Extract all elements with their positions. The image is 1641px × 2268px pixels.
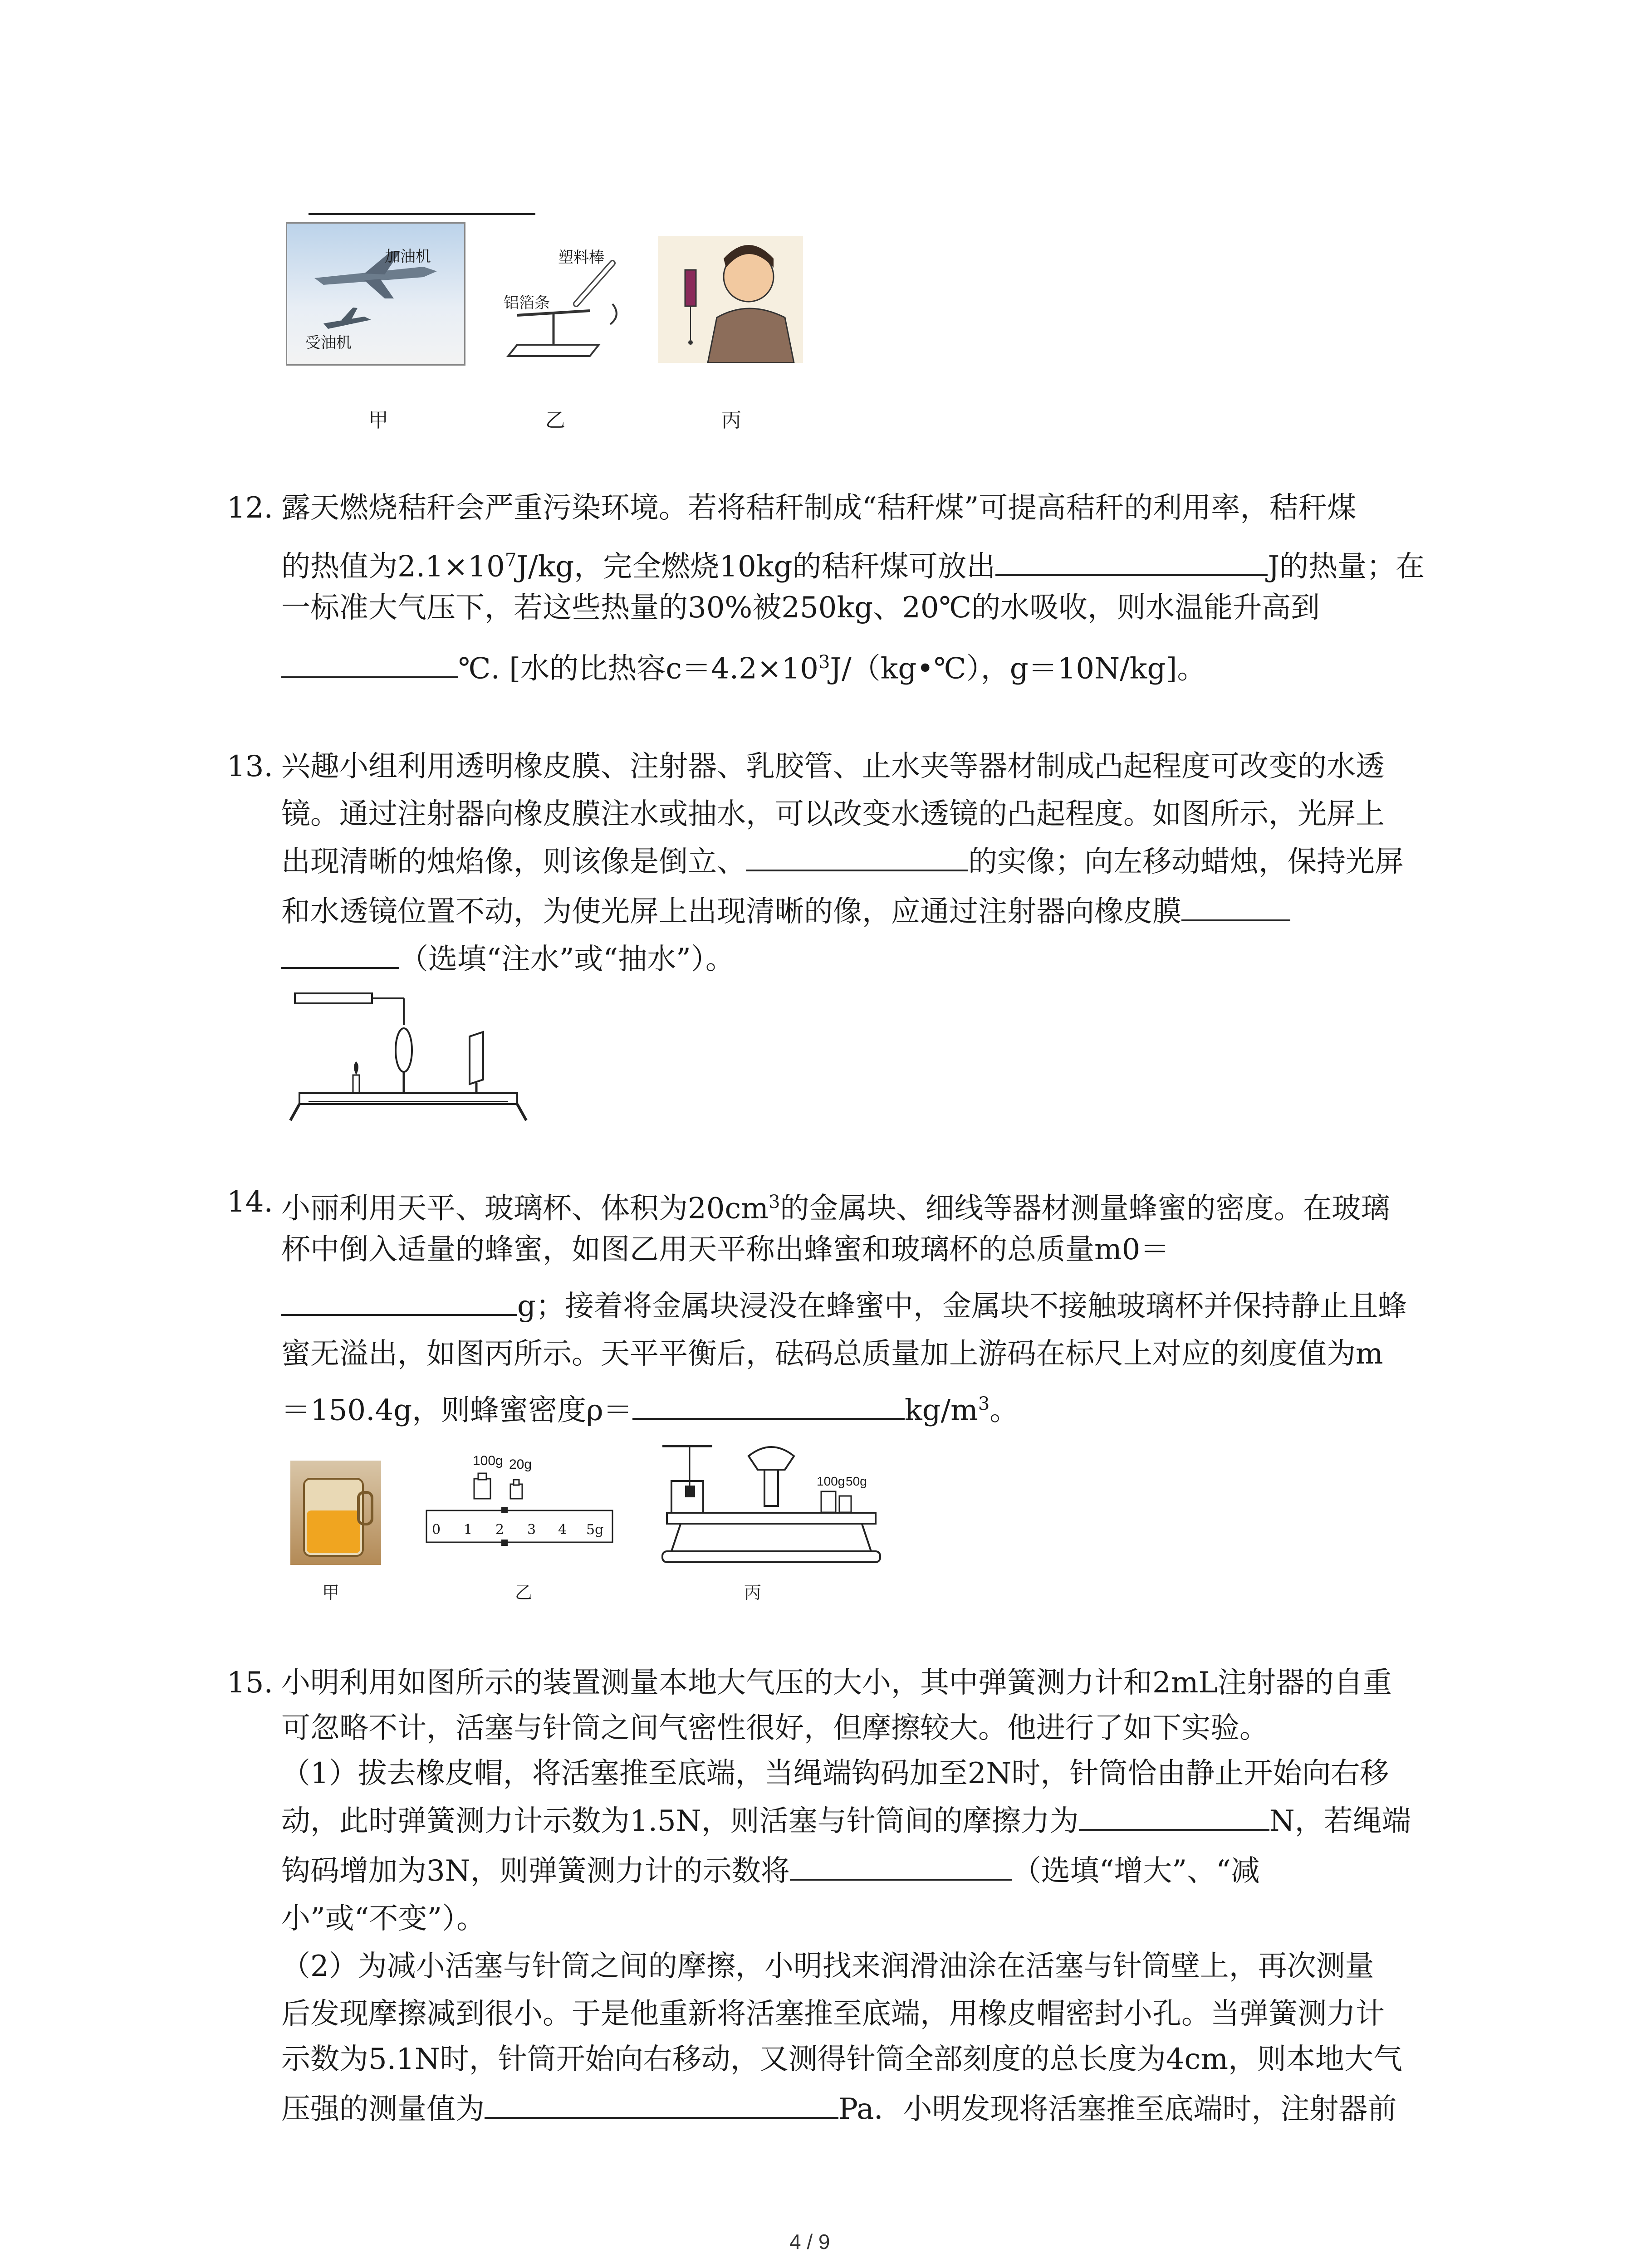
- figure3-caption-a: 甲: [322, 1584, 340, 1603]
- q14-text: 的金属块、细线等器材测量蜂蜜的密度。在玻璃: [780, 1192, 1390, 1226]
- answer-blank[interactable]: [790, 1852, 1012, 1881]
- question-number: 12.: [227, 491, 273, 525]
- q12-text: ℃. [水的比热容c＝4.2×10: [458, 652, 818, 686]
- foil-strip-label: 铝箔条: [504, 294, 550, 312]
- figure-honey-jar: [290, 1461, 381, 1565]
- q14-text: 小丽利用天平、玻璃杯、体积为20cm: [281, 1192, 769, 1226]
- answer-blank[interactable]: [281, 940, 399, 969]
- exponent: 7: [505, 550, 517, 571]
- figure3-caption-b: 乙: [515, 1584, 533, 1603]
- answer-blank[interactable]: [995, 547, 1268, 576]
- q15-line-8: 后发现摩擦减到很小。于是他重新将活塞推至底端，用橡皮帽密封小孔。当弹簧测力计: [281, 1997, 1385, 2031]
- q15-line-4: [281, 1799, 1411, 1844]
- q14-line-2: 杯中倒入适量的蜂蜜，如图乙用天平称出蜂蜜和玻璃杯的总质量m0＝: [281, 1233, 1170, 1266]
- q12-text: 的热值为2.1×10: [281, 550, 505, 584]
- q15-text: N，若绳端: [1269, 1804, 1411, 1838]
- weight-label-50g: 50g: [846, 1474, 867, 1488]
- balance-illustration: [653, 1438, 889, 1569]
- jar-illustration: [290, 1461, 381, 1565]
- q15-line-1: 小明利用如图所示的装置测量本地大气压的大小，其中弹簧测力计和2mL注射器的自重: [281, 1666, 1392, 1700]
- q15-line-3: （1）拔去橡皮帽，将活塞推至底端，当绳端钩码加至2N时，针筒恰由静止开始向右移: [281, 1757, 1389, 1790]
- scale-tick-0: 0: [432, 1522, 441, 1538]
- weight-label-100g: 100g: [473, 1453, 503, 1468]
- plastic-rod-label: 塑料棒: [558, 249, 604, 266]
- q13-line-1: 兴趣小组利用透明橡皮膜、注射器、乳胶管、止水夹等器材制成凸起程度可改变的水透: [281, 750, 1385, 783]
- q14-line-3: [281, 1284, 1407, 1329]
- q13-line-2: 镜。通过注射器向橡皮膜注水或抽水，可以改变水透镜的凸起程度。如图所示，光屏上: [281, 797, 1385, 831]
- q13-line-4: [281, 889, 1290, 934]
- answer-blank[interactable]: [746, 842, 968, 871]
- q15-text: （选填“增大”、“减: [1012, 1854, 1260, 1888]
- q15-line-9: 示数为5.1N时，针筒开始向右移动，又测得针筒全部刻度的总长度为4cm，则本地大气: [281, 2043, 1403, 2076]
- q14-line-4: 蜜无溢出，如图丙所示。天平平衡后，砝码总质量加上游码在标尺上对应的刻度值为m: [281, 1337, 1383, 1371]
- weight-label-20g: 20g: [509, 1457, 532, 1472]
- q15-text: Pa．小明发现将活塞推至底端时，注射器前: [838, 2092, 1397, 2126]
- optical-bench-illustration: [281, 989, 535, 1125]
- figure1-caption-a: 甲: [368, 409, 388, 431]
- scale-tick-2: 2: [495, 1522, 505, 1538]
- q13-text: 出现清晰的烛焰像，则该像是倒立、: [281, 845, 746, 879]
- answer-blank[interactable]: [1181, 892, 1290, 921]
- scale-tick-3: 3: [527, 1522, 536, 1538]
- scale-tick-4: 4: [558, 1522, 567, 1538]
- q14-text: ＝150.4g，则蜂蜜密度ρ＝: [281, 1393, 632, 1427]
- question-number: 14.: [227, 1185, 273, 1219]
- figure1-caption-b: 乙: [545, 409, 565, 431]
- exponent: 3: [818, 652, 830, 673]
- q12-line-2: [281, 538, 1425, 589]
- weight-label-100g: 100g: [817, 1474, 845, 1488]
- answer-blank[interactable]: [1079, 1802, 1269, 1831]
- q13-text: 和水透镜位置不动，为使光屏上出现清晰的像，应通过注射器向橡皮膜: [281, 895, 1181, 929]
- exponent: 3: [978, 1393, 990, 1414]
- q12-line-4: [281, 640, 1206, 691]
- figure1-caption-c: 丙: [721, 409, 741, 431]
- scale-tick-1: 1: [464, 1522, 473, 1538]
- q14-text: kg/m: [904, 1393, 978, 1427]
- q14-line-1: [281, 1179, 1390, 1231]
- exponent: 3: [768, 1192, 780, 1212]
- answer-blank[interactable]: [632, 1391, 905, 1420]
- figure-optical-bench: [281, 989, 535, 1125]
- q15-line-6: 小”或“不变”）。: [281, 1902, 486, 1936]
- question-number: 13.: [227, 750, 273, 783]
- q15-line-10: [281, 2087, 1396, 2132]
- q14-line-5: [281, 1381, 1019, 1433]
- q15-line-7: （2）为减小活塞与针筒之间的摩擦，小明找来润滑油涂在活塞与针筒壁上，再次测量: [281, 1950, 1374, 1983]
- q12-text: J的热量；在: [1268, 550, 1425, 584]
- figure3-caption-c: 丙: [744, 1584, 762, 1603]
- q15-line-2: 可忽略不计，活塞与针筒之间气密性很好，但摩擦较大。他进行了如下实验。: [281, 1711, 1269, 1745]
- q13-line-3: [281, 839, 1404, 885]
- q14-text: 。: [989, 1393, 1019, 1427]
- q12-line-1: 露天燃烧秸秆会严重污染环境。若将秸秆制成“秸秆煤”可提高秸秆的利用率，秸秆煤: [281, 491, 1357, 525]
- q15-line-5: [281, 1848, 1260, 1894]
- girl-illustration: [658, 236, 803, 363]
- q12-line-3: 一标准大气压下，若这些热量的30%被250kg、20℃的水吸收，则水温能升高到: [281, 591, 1320, 625]
- q15-text: 钩码增加为3N，则弹簧测力计的示数将: [281, 1854, 790, 1888]
- answer-blank[interactable]: [485, 2090, 838, 2119]
- q13-line-5: [281, 937, 735, 982]
- figure-girl-with-rod: [658, 236, 803, 363]
- figure-balance-with-block: [653, 1438, 889, 1569]
- q14-text: g；接着将金属块浸没在蜂蜜中，金属块不接触玻璃杯并保持静止且蜂: [517, 1290, 1407, 1323]
- page-number: 4 / 9: [789, 2230, 830, 2253]
- q13-text: （选填“注水”或“抽水”）。: [399, 943, 735, 976]
- answer-blank[interactable]: [281, 649, 458, 678]
- question-number: 15.: [227, 1666, 273, 1700]
- receiver-label: 受油机: [305, 334, 352, 352]
- figure-balance-scale: [422, 1452, 617, 1565]
- figure-refueling-plane: [286, 222, 465, 366]
- tanker-label: 加油机: [385, 248, 431, 265]
- q12-text: J/kg，完全燃烧10kg的秸秆煤可放出: [516, 550, 996, 584]
- scale-tick-5g: 5g: [586, 1522, 604, 1538]
- q13-text: 的实像；向左移动蜡烛，保持光屏: [968, 845, 1404, 879]
- q15-text: 压强的测量值为: [281, 2092, 485, 2126]
- q15-text: 动，此时弹簧测力计示数为1.5N，则活塞与针筒间的摩擦力为: [281, 1804, 1079, 1838]
- answer-blank[interactable]: [309, 186, 535, 215]
- q12-text: J/（kg•℃），g＝10N/kg]。: [830, 652, 1206, 686]
- figure-electrostatic-rod: [499, 236, 649, 363]
- answer-blank[interactable]: [281, 1287, 517, 1316]
